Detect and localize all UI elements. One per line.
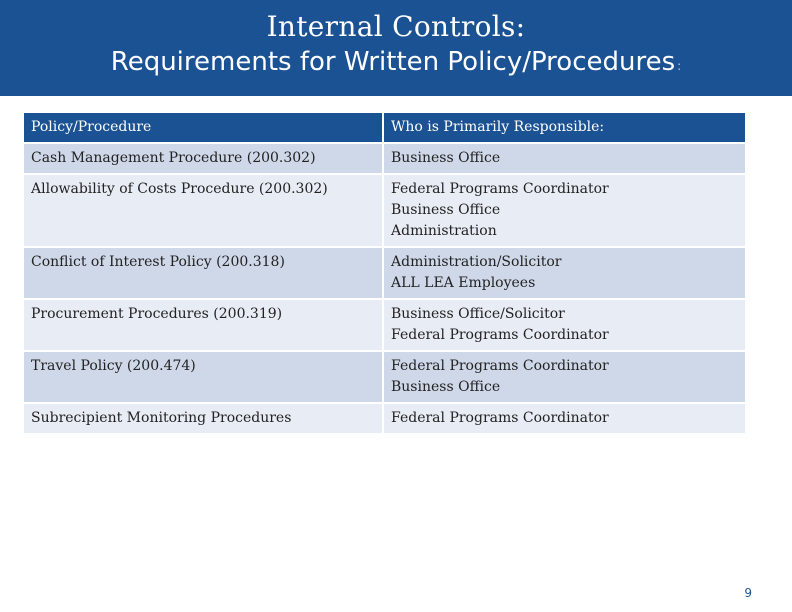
responsible-party: Federal Programs Coordinator — [391, 358, 609, 374]
page-subtitle — [0, 44, 792, 84]
table-row — [24, 175, 745, 246]
policy-cell: Allowability of Costs Procedure (200.302) — [24, 175, 382, 246]
responsible-party: Federal Programs Coordinator — [391, 181, 609, 197]
policy-cell: Procurement Procedures (200.319) — [24, 300, 382, 350]
responsible-party: Federal Programs Coordinator — [391, 327, 609, 343]
responsible-party: ALL LEA Employees — [391, 275, 536, 291]
policy-table-container — [24, 113, 745, 433]
responsible-party: Business Office/Solicitor — [391, 306, 565, 322]
policy-table — [22, 111, 747, 435]
responsible-cell — [384, 144, 745, 173]
policy-cell: Travel Policy (200.474) — [24, 352, 382, 402]
policy-cell: Subrecipient Monitoring Procedures — [24, 404, 382, 433]
policy-cell: Conflict of Interest Policy (200.318) — [24, 248, 382, 298]
header-policy: Policy/Procedure — [24, 113, 382, 142]
header-responsible: Who is Primarily Responsible: — [384, 113, 745, 142]
page-title: Internal Controls: — [266, 10, 526, 43]
policy-cell: Cash Management Procedure (200.302) — [24, 144, 382, 173]
table-row — [24, 144, 745, 173]
table-row — [24, 300, 745, 350]
responsible-party: Administration/Solicitor — [391, 254, 562, 270]
page-number: 9 — [744, 586, 752, 600]
responsible-party: Administration — [391, 223, 497, 239]
page-subtitle-colon: : — [677, 59, 682, 73]
responsible-cell — [384, 300, 745, 350]
page-subtitle-text: Requirements for Written Policy/Procedures — [110, 47, 676, 77]
responsible-party: Federal Programs Coordinator — [391, 410, 609, 426]
title-banner — [0, 0, 792, 96]
responsible-cell — [384, 248, 745, 298]
table-body — [24, 144, 745, 433]
responsible-cell — [384, 352, 745, 402]
table-row — [24, 352, 745, 402]
responsible-party: Business Office — [391, 379, 501, 395]
table-header-row — [24, 113, 745, 142]
responsible-cell — [384, 404, 745, 433]
responsible-party: Business Office — [391, 202, 501, 218]
table-row — [24, 404, 745, 433]
responsible-cell — [384, 175, 745, 246]
responsible-party: Business Office — [391, 150, 501, 166]
table-row — [24, 248, 745, 298]
